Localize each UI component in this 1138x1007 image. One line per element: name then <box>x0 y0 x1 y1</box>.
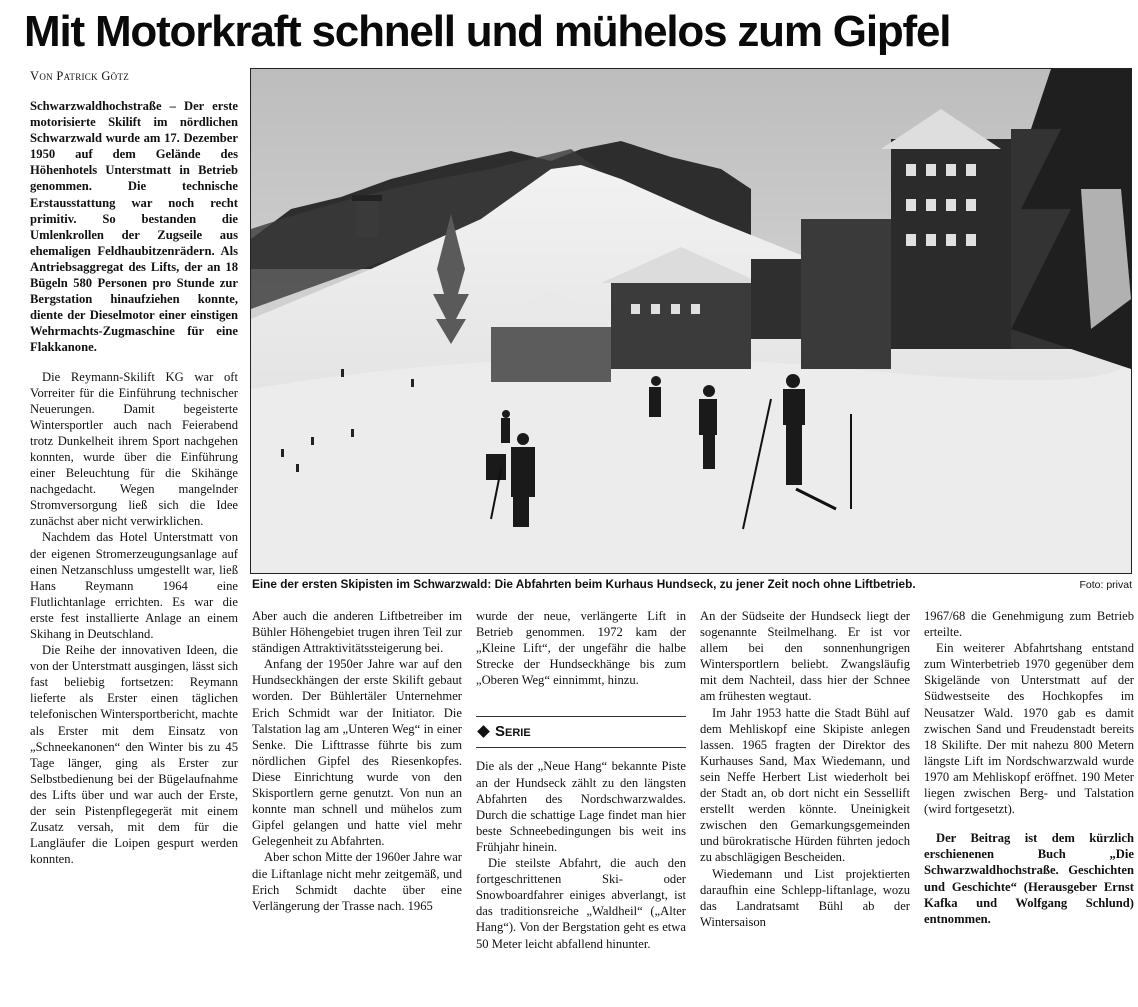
article-photo <box>250 68 1132 574</box>
ski-slope-photo-illustration <box>251 69 1131 573</box>
source-note: Der Beitrag ist dem kürzlich erschienenen Buch „Die Schwarzwaldhochstraße. Geschichten und Geschichte“ (Herausgeber Ernst Kafka und Wolfgang Schlund) entnommen. <box>924 831 1134 926</box>
paragraph: Im Jahr 1953 hatte die Stadt Bühl auf dem Mehliskopf eine Skipiste anlegen lassen. 1965 fragten der Direktor des Kurhauses Sand, Max Wiedemann, und sein Neffe Herbert List wiederholt bei der Stadt an, ob dort nicht ein Sessellift erstellt werden könnte. Uneinigkeit zwischen den Gemarkungsgemeinden und bürokratische Hürden führten jedoch zu abschlägigen Bescheiden. <box>700 705 910 865</box>
article-column-5 <box>924 608 1134 1003</box>
lead-paragraph: Schwarzwaldhochstraße – Der erste motorisierte Skilift im nördlichen Schwarzwald wurde am 17. Dezember 1950 auf dem Gelände des Höhenhotels Unterstmatt in Betrieb genommen. Die technische Erstausstattung war noch recht primitiv. So bestanden die Umlenkrollen der Zugseile aus ehemaligen Feldhaubitzenrädern. Als Antriebsaggregat des Lifts, der an 18 Bügeln 580 Personen pro Stunde zur Bergstation hinaufziehen konnte, diente der Dieselmotor einer einstigen Wehrmachts-Zugmaschine für eine Flakkanone. <box>30 99 238 355</box>
article-column-4 <box>700 608 910 1003</box>
paragraph: Nachdem das Hotel Unterstmatt von der eigenen Stromerzeugungsanlage auf einen Netzanschluss umgestellt war, ließ Hans Reymann 1964 eine Flutlichtanlage errichten. Es war die erste fest installierte Anlage an einem Skihang in Deutschland. <box>30 530 238 641</box>
paragraph: 1967/68 die Genehmigung zum Betrieb erteilte. <box>924 609 1134 640</box>
paragraph: Die Reymann-Skilift KG war oft Vorreiter für die Einführung technischer Neuerungen. Damit begeisterte Wintersportler auch nach Feierabend trotz Dunkelheit ihrem Sport nachgehen konnten, wurde über die Einführung einer Beleuchtung für die Skihänge nachgedacht. Wegen mangelnder Stromversorgung ließ sich die Idee zunächst aber nicht verwirklichen. <box>30 369 238 529</box>
paragraph: Aber auch die anderen Liftbetreiber im Bühler Höhengebiet trugen ihren Teil zur ständigen Attraktivitätssteigerung bei. <box>252 609 462 656</box>
photo-caption: Eine der ersten Skipisten im Schwarzwald: Die Abfahrten beim Kurhaus Hundseck, zu jener Zeit noch ohne Liftbetrieb. <box>252 577 916 591</box>
diamond-icon <box>477 725 490 738</box>
article-headline: Mit Motorkraft schnell und mühelos zum Gipfel <box>24 7 951 56</box>
paragraph: Die Reihe der innovativen Ideen, die von der Unterstmatt ausgingen, lässt sich fast beliebig fortsetzen: Reymann lieferte als Erster einen täglichen telefonischen Wintersportbericht, machte als Erster mit dem Einsatz von „Schneekanonen“ den Winter bis zu 45 Tage länger, ging als Erster zur Selbstbedienung bei der Bügelaufnahme des Lifts über und war auch der Erste, der sein Pistenpflegegerät mit einem Zusatz versah, mit dem für die Langläufer die Loipen gespurt werden konnten. <box>30 643 238 867</box>
article-column-1 <box>30 98 238 1000</box>
paragraph: wurde der neue, verlängerte Lift in Betrieb genommen. 1972 kam der „Kleine Lift“, der ungefähr die halbe Strecke der Hundseckhänge bis zum „Oberen Weg“ einnimmt, hinzu. <box>476 609 686 688</box>
paragraph: Anfang der 1950er Jahre war auf den Hundseckhängen der erste Skilift gebaut worden. Der Bühlertäler Unternehmer Erich Schmidt war der Initiator. Die Talstation lag am „Unteren Weg“ in einer Senke. Die Lifttrasse führte bis zum nördlichen Gipfel des Riesenkopfes. Diese Einrichtung wurde von den Skisportlern gerne genutzt. Von nun an konnte man schnell und mühelos zum Gipfel gelangen und hatte viel mehr Gelegenheit zu Abfahrten. <box>252 657 462 849</box>
paragraph: Wiedemann und List projektierten daraufhin eine Schlepp-liftanlage, wozu das Landratsamt Bühl ab der Wintersaison <box>700 866 910 929</box>
paragraph: An der Südseite der Hundseck liegt der sogenannte Steilmelhang. Er ist vor allem bei den sonnenhungrigen Wintersportlern beliebt. Zwangsläufig mit dem Nachteil, dass hier der Schnee am frühesten wegtaut. <box>700 609 910 704</box>
byline: Von Patrick Götz <box>30 69 130 83</box>
serie-label: Serie <box>495 723 531 740</box>
paragraph: Die als der „Neue Hang“ bekannte Piste an der Hundseck zählt zu den längsten Abfahrten des Nordschwarzwaldes. Durch die schattige Lage findet man hier beste Schneebedingungen bis weit ins Frühjahr hinein. <box>476 759 686 854</box>
paragraph: Die steilste Abfahrt, die auch den fortgeschrittenen Ski- oder Snowboardfahrer einiges abverlangt, ist das traditionsreiche „Waldheil“ („Alter Hang“). Von der Bergstation geht es etwa 50 Meter leicht abfallend hinunter. <box>476 856 686 951</box>
serie-heading <box>476 716 686 748</box>
article-column-2 <box>252 608 462 1003</box>
photo-credit: Foto: privat <box>1079 579 1132 591</box>
paragraph: Ein weiterer Abfahrtshang entstand zum Winterbetrieb 1970 gegenüber dem Skigelände von Unterstmatt auf der Südwestseite des Hochkopfes im Neusatzer Wald. 1970 gab es damit zwischen Sand und Freudenstadt bereits 18 Skilifte. Der mit nahezu 800 Metern längste Lift im Nordschwarzwald wurde 1970 am Mehliskopf eröffnet. 190 Meter liegen zwischen Berg- und Talstation (wird fortgesetzt). <box>924 641 1134 817</box>
paragraph: Aber schon Mitte der 1960er Jahre war die Liftanlage nicht mehr zeitgemäß, und Erich Schmidt dachte über eine Verlängerung der Trasse nach. 1965 <box>252 850 462 913</box>
article-column-3 <box>476 608 686 1003</box>
